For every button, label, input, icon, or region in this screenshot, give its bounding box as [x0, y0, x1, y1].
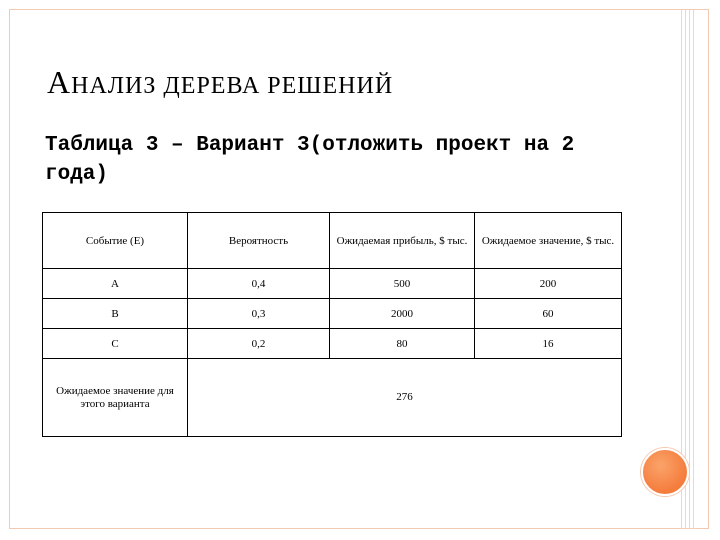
table-row: [43, 299, 622, 329]
header-cell: Вероятность: [188, 213, 330, 269]
footer-value: 276: [188, 359, 622, 437]
slide-title: [47, 64, 393, 101]
table-footer-row: [43, 359, 622, 437]
table-cell: 0,3: [188, 299, 330, 329]
table-cell: 200: [475, 269, 622, 299]
decorative-rule: [689, 10, 690, 529]
table-cell: C: [43, 329, 188, 359]
decorative-circle: [641, 448, 689, 496]
table-header-row: [43, 213, 622, 269]
table-cell: 60: [475, 299, 622, 329]
table-cell: 0,4: [188, 269, 330, 299]
slide-subtitle: Таблица 3 – Вариант 3(отложить проект на 2 года): [45, 134, 575, 186]
table-row: [43, 269, 622, 299]
table-cell: B: [43, 299, 188, 329]
header-cell: Ожидаемая прибыль, $ тыс.: [330, 213, 475, 269]
table-cell: 16: [475, 329, 622, 359]
table-row: [43, 329, 622, 359]
title-initial: А: [47, 64, 72, 100]
decorative-rule: [685, 10, 686, 529]
table-cell: 2000: [330, 299, 475, 329]
table-cell: 0,2: [188, 329, 330, 359]
table-cell: 80: [330, 329, 475, 359]
decorative-rule: [693, 10, 694, 529]
decision-table: [42, 212, 622, 437]
footer-label: Ожидаемое значение для этого варианта: [43, 359, 188, 437]
header-cell: Событие (Е): [43, 213, 188, 269]
header-cell: Ожидаемое значение, $ тыс.: [475, 213, 622, 269]
table-cell: A: [43, 269, 188, 299]
table-cell: 500: [330, 269, 475, 299]
decorative-rule: [681, 10, 682, 529]
title-rest: НАЛИЗ ДЕРЕВА РЕШЕНИЙ: [71, 73, 394, 99]
